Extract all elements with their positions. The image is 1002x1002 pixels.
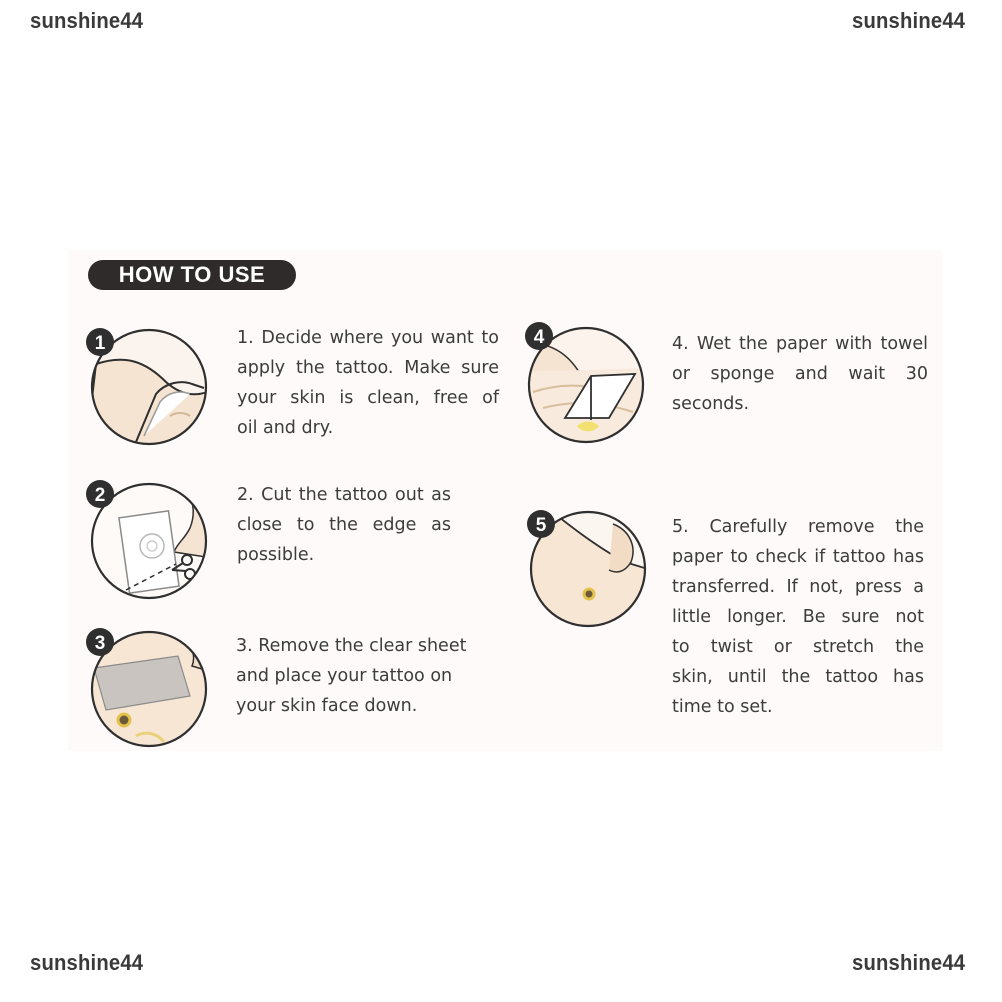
step-3-line: 3. Remove the clear sheet [236, 636, 467, 656]
step-5-line: transferred. If not, press a [672, 577, 924, 597]
step-1-line: your skin is clean, free of [237, 388, 499, 408]
step-1-line: 1. Decide where you want to [237, 328, 499, 348]
step-4-line: 4. Wet the paper with towel [672, 334, 928, 354]
step-4-text [672, 329, 928, 419]
step-5-line: little longer. Be sure not [672, 607, 924, 627]
watermark-top-right: sunshine44 [852, 8, 966, 33]
step-2-illustration [86, 478, 212, 604]
peeling-paper-icon [525, 506, 651, 632]
wet-towel-on-paper-icon [523, 322, 649, 448]
step-3-number-badge [86, 628, 114, 656]
step-5-line: time to set. [672, 697, 773, 717]
step-2-line: possible. [237, 545, 315, 565]
step-1-text [237, 323, 499, 443]
watermark-top-left: sunshine44 [30, 8, 144, 33]
step-5-line: skin, until the tattoo has [672, 667, 924, 687]
step-2-number-badge [86, 480, 114, 508]
step-1-line: oil and dry. [237, 418, 334, 438]
step-5-text [672, 512, 924, 722]
step-2-line: close to the edge as [237, 515, 451, 535]
svg-text:5: 5 [535, 515, 547, 536]
step-3-text [236, 631, 466, 721]
step-5-line: to twist or stretch the [672, 637, 924, 657]
step-4-line: seconds. [672, 394, 750, 414]
step-4-line: or sponge and wait 30 [672, 364, 928, 384]
step-3-illustration [86, 626, 212, 752]
step-2-text [237, 480, 451, 570]
watermark-bottom-left: sunshine44 [30, 950, 144, 975]
scissors-cutting-tattoo-icon [86, 478, 212, 604]
step-5-line: 5. Carefully remove the [672, 517, 924, 537]
step-1-line: apply the tattoo. Make sure [237, 358, 499, 378]
placing-tattoo-sheet-icon [86, 626, 212, 752]
svg-text:2: 2 [94, 485, 106, 506]
how-to-use-title: HOW TO USE [88, 260, 296, 290]
svg-text:1: 1 [94, 333, 106, 354]
step-3-line: your skin face down. [236, 696, 418, 716]
step-4-illustration [523, 322, 649, 448]
step-3-line: and place your tattoo on [236, 666, 453, 686]
svg-text:3: 3 [94, 633, 106, 654]
step-5-line: paper to check if tattoo has [672, 547, 924, 567]
step-1-illustration [86, 324, 212, 450]
svg-text:4: 4 [533, 327, 545, 348]
step-5-illustration [525, 506, 651, 632]
step-4-number-badge [525, 322, 553, 350]
step-1-number-badge [86, 328, 114, 356]
step-5-number-badge [527, 510, 555, 538]
instructions-panel [68, 250, 942, 751]
applying-tattoo-to-arm-icon [86, 324, 212, 450]
step-2-line: 2. Cut the tattoo out as [237, 485, 451, 505]
watermark-bottom-right: sunshine44 [852, 950, 966, 975]
